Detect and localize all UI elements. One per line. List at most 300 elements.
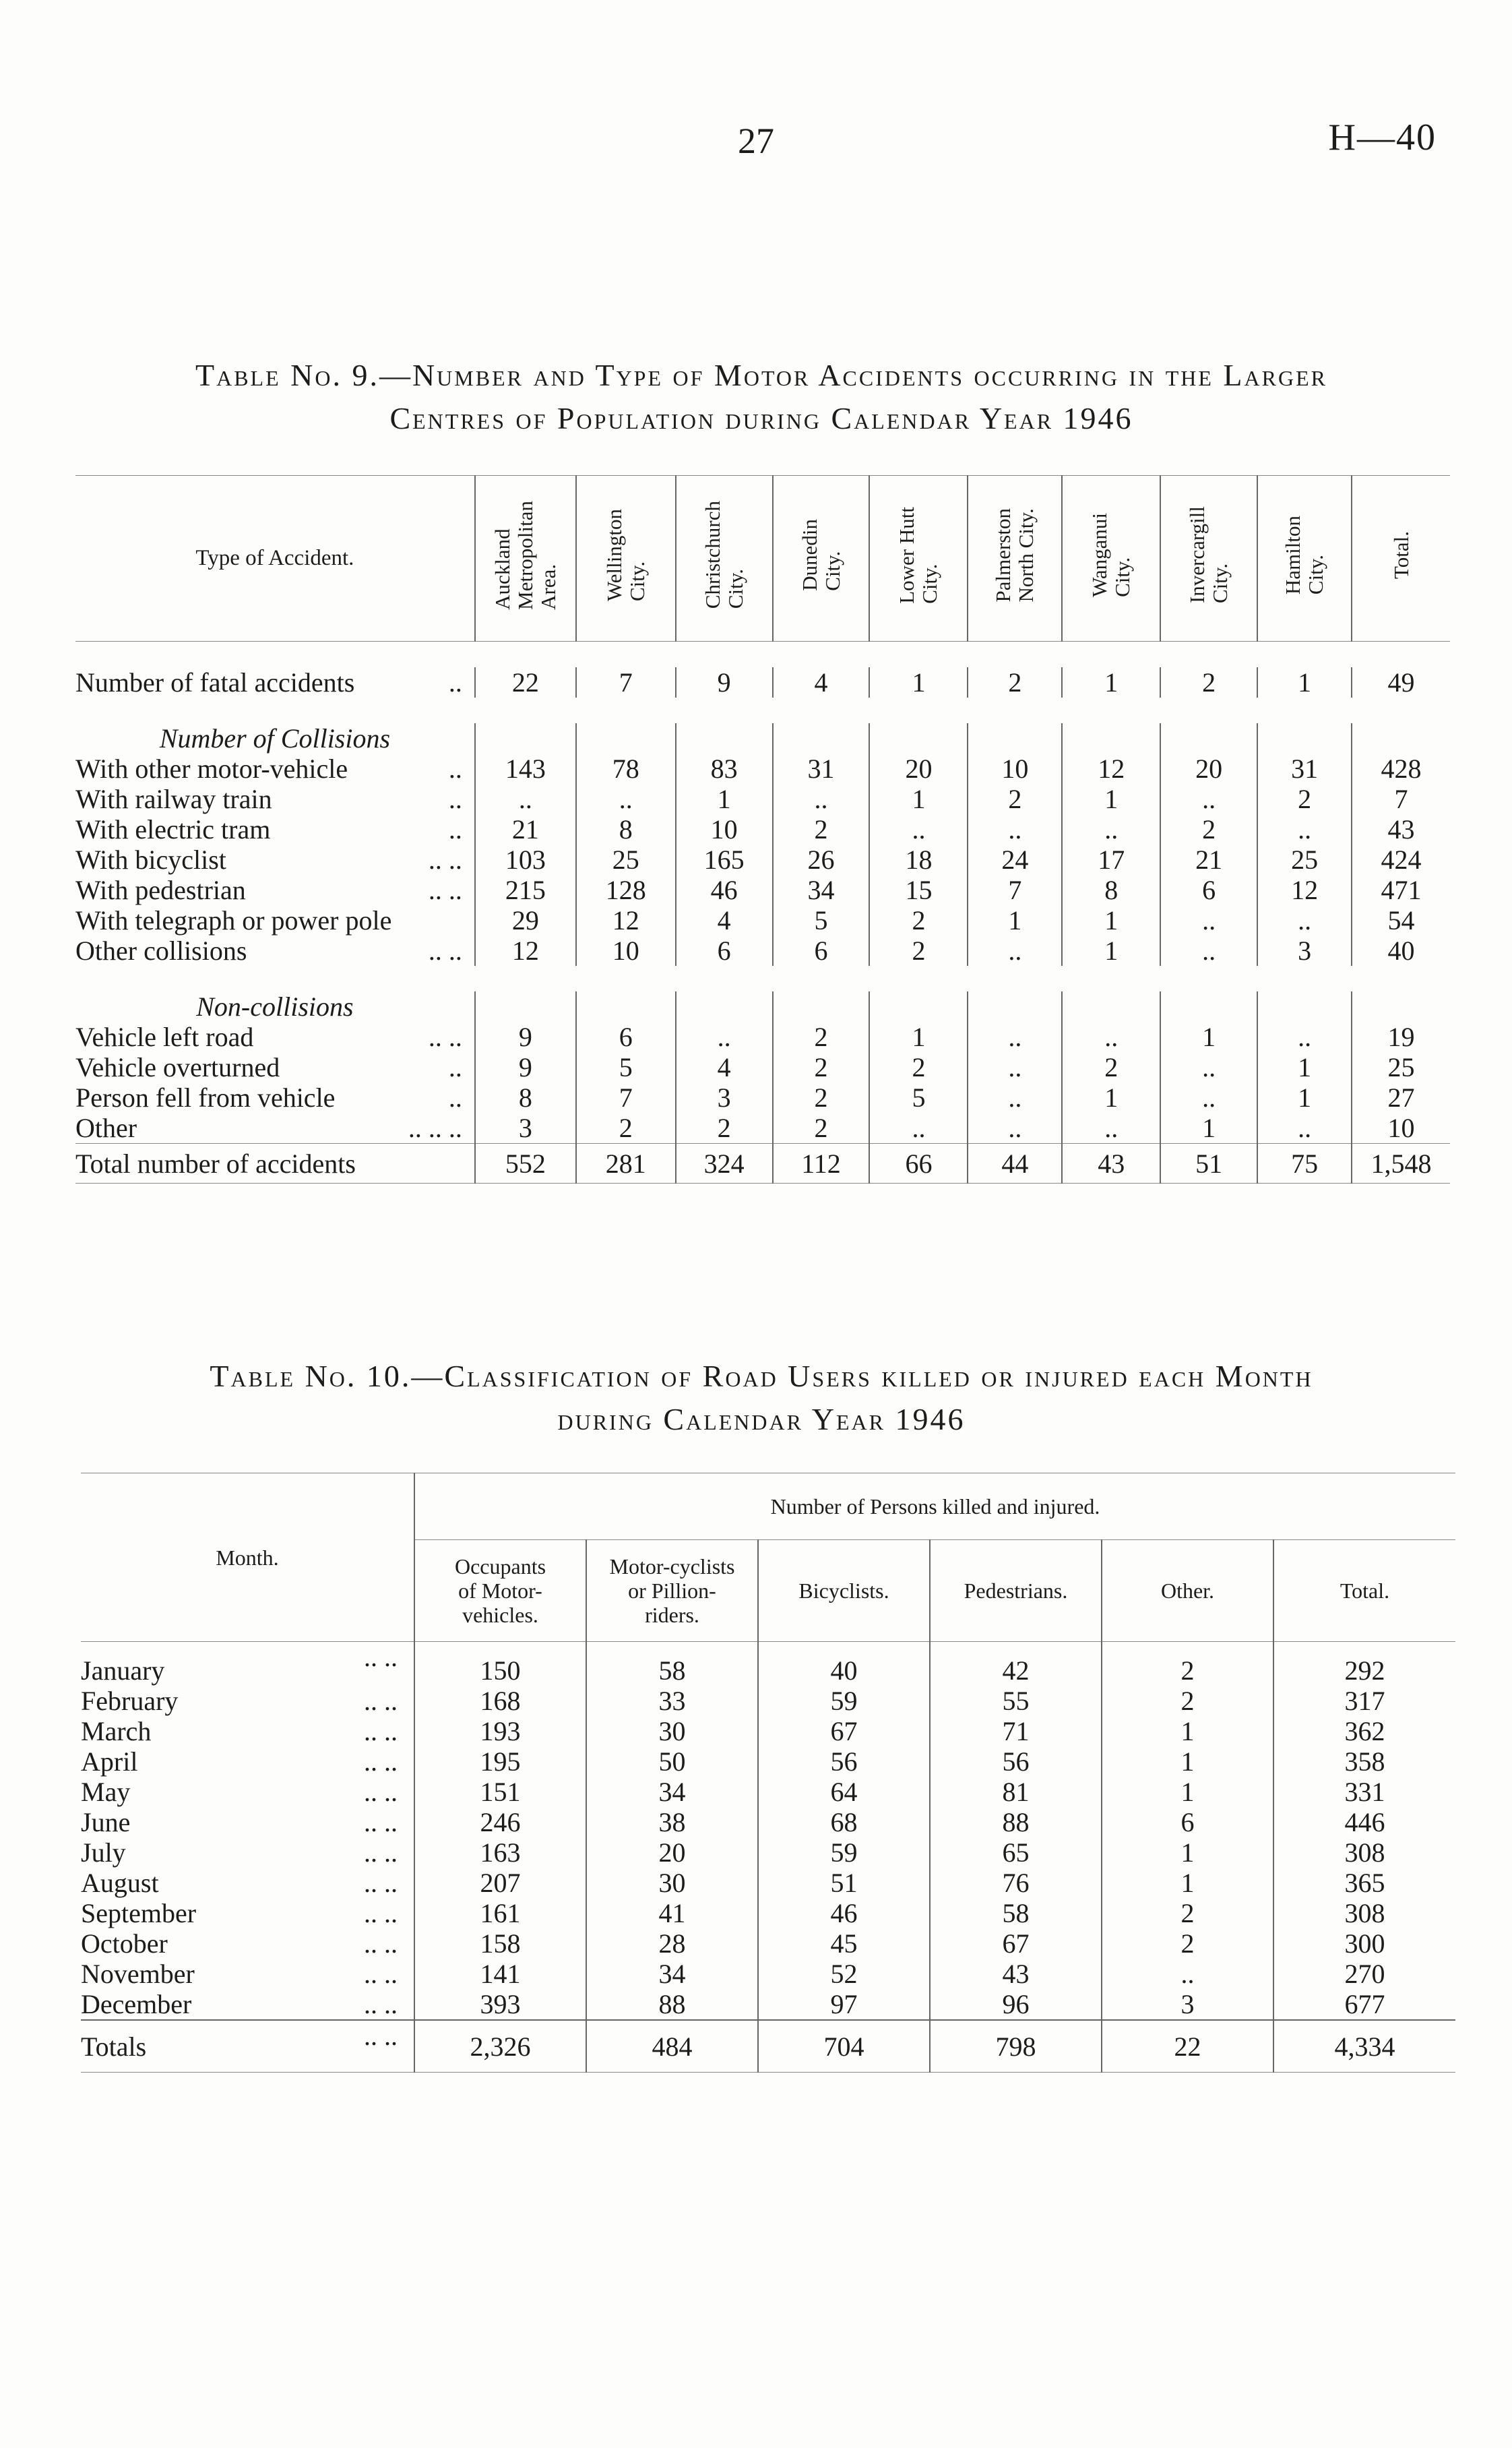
table9-cell: 2 xyxy=(773,1052,870,1082)
table10-cell: 193 xyxy=(414,1716,586,1746)
table10-cell: 2,326 xyxy=(414,2020,586,2073)
table9-cell: 281 xyxy=(576,1144,676,1184)
table9-cell: 5 xyxy=(576,1052,676,1082)
table9-cell: 75 xyxy=(1257,1144,1352,1184)
row-label xyxy=(75,814,475,845)
table9-cell: 43 xyxy=(1352,814,1450,845)
empty-cell xyxy=(475,723,576,754)
leader-dots: .. .. xyxy=(364,1746,398,1777)
table9-cell: 1 xyxy=(1062,784,1160,814)
leader-dots: .. .. xyxy=(364,1777,398,1807)
row-label xyxy=(75,875,475,905)
table10-cell: 362 xyxy=(1273,1716,1455,1746)
table10-col-header: Pedestrians. xyxy=(930,1540,1102,1642)
table10-cell: 161 xyxy=(414,1898,586,1928)
month-label xyxy=(81,1837,414,1868)
table9-cell: 7 xyxy=(576,667,676,698)
table9-col-header: Wellington City. xyxy=(602,509,649,601)
month-row xyxy=(81,1642,1455,1686)
empty-cell xyxy=(773,723,870,754)
empty-cell xyxy=(869,723,968,754)
table9-cell: 3 xyxy=(475,1113,576,1144)
month-label-text: October xyxy=(81,1928,168,1959)
table9-cell: 2 xyxy=(773,1082,870,1113)
table10-cell: 484 xyxy=(586,2020,758,2073)
month-row xyxy=(81,1868,1455,1898)
table9-cell: 10 xyxy=(1352,1113,1450,1144)
table10-cell: 1 xyxy=(1102,1837,1273,1868)
table9-cell: 12 xyxy=(1257,875,1352,905)
table9-cell: 1,548 xyxy=(1352,1144,1450,1184)
noncollisions-heading xyxy=(75,991,1450,1022)
table9-cell: 34 xyxy=(773,875,870,905)
table10-cell: 393 xyxy=(414,1989,586,2020)
month-label-text: May xyxy=(81,1777,131,1807)
table9-cell: 3 xyxy=(676,1082,773,1113)
empty-cell xyxy=(1257,991,1352,1022)
empty-cell xyxy=(1257,723,1352,754)
leader-dots: .. .. xyxy=(364,1989,398,2019)
table9-col-header: Lower Hutt City. xyxy=(895,506,942,604)
row-label xyxy=(75,754,475,784)
table10-cell: 358 xyxy=(1273,1746,1455,1777)
table9-body xyxy=(75,642,1450,1184)
table9-cell: 324 xyxy=(676,1144,773,1184)
empty-cell xyxy=(1352,723,1450,754)
table9-cell: 6 xyxy=(676,936,773,966)
table9-cell: 10 xyxy=(576,936,676,966)
table9-cell: 552 xyxy=(475,1144,576,1184)
table10-cell: 22 xyxy=(1102,2020,1273,2073)
table9-cell: .. xyxy=(968,1022,1062,1052)
table9-cell: 2 xyxy=(968,784,1062,814)
row-label xyxy=(75,845,475,875)
table10-cell: 2 xyxy=(1102,1686,1273,1716)
table10-col-header: Occupants of Motor- vehicles. xyxy=(414,1540,586,1642)
table9-cell: 31 xyxy=(1257,754,1352,784)
table10-cell: 30 xyxy=(586,1716,758,1746)
table9-cell: 26 xyxy=(773,845,870,875)
month-label-text: August xyxy=(81,1868,159,1898)
table9-cell: 21 xyxy=(475,814,576,845)
table9-cell: 54 xyxy=(1352,905,1450,936)
collision-row xyxy=(75,754,1450,784)
leader-dots: .. xyxy=(448,754,462,784)
table9-cell: 8 xyxy=(576,814,676,845)
table9-cell: 1 xyxy=(869,1022,968,1052)
month-row xyxy=(81,1837,1455,1868)
row-label-text: Number of fatal accidents xyxy=(75,667,355,698)
table9-cell: 27 xyxy=(1352,1082,1450,1113)
table10-cell: 151 xyxy=(414,1777,586,1807)
table9-cell: 25 xyxy=(1352,1052,1450,1082)
table10-cell: 56 xyxy=(758,1746,930,1777)
table10-cell: 96 xyxy=(930,1989,1102,2020)
month-label xyxy=(81,1716,414,1746)
table9-col-header: Christchurch City. xyxy=(700,501,747,609)
table9-cell: 18 xyxy=(869,845,968,875)
table10-cell: 308 xyxy=(1273,1837,1455,1868)
empty-cell xyxy=(1160,991,1257,1022)
leader-dots: .. .. xyxy=(364,1642,398,1672)
table9-cell: 2 xyxy=(1160,667,1257,698)
table10-cell: 67 xyxy=(930,1928,1102,1959)
table10-cell: 52 xyxy=(758,1959,930,1989)
table9-cell: 2 xyxy=(1257,784,1352,814)
month-label-text: June xyxy=(81,1807,131,1837)
table9-cell: 2 xyxy=(773,814,870,845)
table9-cell: 3 xyxy=(1257,936,1352,966)
row-label-text: With electric tram xyxy=(75,814,271,845)
table9-cell: .. xyxy=(968,1082,1062,1113)
table10-cell: 207 xyxy=(414,1868,586,1898)
empty-cell xyxy=(676,723,773,754)
month-label xyxy=(81,1898,414,1928)
leader-dots: .. .. xyxy=(364,1959,398,1989)
leader-dots: .. .. xyxy=(428,845,462,875)
month-label-text: April xyxy=(81,1746,138,1777)
row-label-text: With bicyclist xyxy=(75,845,226,875)
table9-cell: 1 xyxy=(1062,667,1160,698)
month-label xyxy=(81,1928,414,1959)
table10-cell: 46 xyxy=(758,1898,930,1928)
total-accidents-row xyxy=(75,1144,1450,1184)
table10-cell: 158 xyxy=(414,1928,586,1959)
table10-cell: 1 xyxy=(1102,1777,1273,1807)
row-label xyxy=(75,1022,475,1052)
table10-cell: 168 xyxy=(414,1686,586,1716)
empty-cell xyxy=(576,723,676,754)
totals-row xyxy=(81,2020,1455,2073)
month-label-text: January xyxy=(81,1655,165,1686)
leader-dots: .. .. xyxy=(428,875,462,905)
table9-cell: 7 xyxy=(1352,784,1450,814)
table9-cell: 471 xyxy=(1352,875,1450,905)
table10-cell: 246 xyxy=(414,1807,586,1837)
table10-cell: 58 xyxy=(930,1898,1102,1928)
table10-cell: 6 xyxy=(1102,1807,1273,1837)
noncollision-row xyxy=(75,1022,1450,1052)
table9-cell: 1 xyxy=(1257,1052,1352,1082)
table10-cell: 33 xyxy=(586,1686,758,1716)
table10-cell: 67 xyxy=(758,1716,930,1746)
table10-cell: 163 xyxy=(414,1837,586,1868)
collision-row xyxy=(75,784,1450,814)
table9-cell: 1 xyxy=(1160,1022,1257,1052)
table9-cell: 83 xyxy=(676,754,773,784)
month-label xyxy=(81,1807,414,1837)
table9-cell: 10 xyxy=(968,754,1062,784)
table9-col-header: Hamilton City. xyxy=(1281,515,1328,595)
table10-cell: 81 xyxy=(930,1777,1102,1807)
table9-cell: 21 xyxy=(1160,845,1257,875)
table9-cell: 22 xyxy=(475,667,576,698)
table9-cell: .. xyxy=(576,784,676,814)
row-label xyxy=(75,905,475,936)
month-label xyxy=(81,1989,414,2020)
table10-cell: 38 xyxy=(586,1807,758,1837)
empty-cell xyxy=(1352,991,1450,1022)
table9-cell: 215 xyxy=(475,875,576,905)
table9-cell: .. xyxy=(1160,1052,1257,1082)
table9-cell: 17 xyxy=(1062,845,1160,875)
table10-cell: 55 xyxy=(930,1686,1102,1716)
table9-cell: 29 xyxy=(475,905,576,936)
table9-cell: 2 xyxy=(676,1113,773,1144)
table9-cell: 2 xyxy=(968,667,1062,698)
table10-cell: 20 xyxy=(586,1837,758,1868)
table9-cell: 19 xyxy=(1352,1022,1450,1052)
table9-cell: 25 xyxy=(576,845,676,875)
table9-cell: 2 xyxy=(869,905,968,936)
leader-dots: .. .. xyxy=(364,1807,398,1837)
empty-cell xyxy=(475,991,576,1022)
table9-cell: 10 xyxy=(676,814,773,845)
month-label xyxy=(81,1746,414,1777)
leader-dots: .. .. xyxy=(364,1898,398,1928)
collisions-heading-text: Number of Collisions xyxy=(159,723,391,754)
table9-cell: 1 xyxy=(1257,667,1352,698)
table9-header-row xyxy=(75,476,1450,642)
leader-dots: .. .. .. xyxy=(408,1113,462,1143)
table10-cell: 195 xyxy=(414,1746,586,1777)
table10-caption xyxy=(74,1355,1449,1441)
table9-cell: 143 xyxy=(475,754,576,784)
row-label-text: Other collisions xyxy=(75,936,247,966)
month-label-text: December xyxy=(81,1989,192,2019)
table9-cell: 78 xyxy=(576,754,676,784)
table10-cell: 300 xyxy=(1273,1928,1455,1959)
table9-cell: 2 xyxy=(869,1052,968,1082)
row-label xyxy=(75,1082,475,1113)
table9-col-header: Total. xyxy=(1389,530,1413,579)
table9-cell: 7 xyxy=(576,1082,676,1113)
table10-cell: 51 xyxy=(758,1868,930,1898)
empty-cell xyxy=(968,723,1062,754)
table10-cell: 798 xyxy=(930,2020,1102,2073)
month-label xyxy=(81,1777,414,1807)
table10-cell: 41 xyxy=(586,1898,758,1928)
table9-cell: .. xyxy=(968,1113,1062,1144)
table10-cell: 365 xyxy=(1273,1868,1455,1898)
collision-row xyxy=(75,905,1450,936)
month-row xyxy=(81,1807,1455,1837)
table9-cell: 1 xyxy=(869,784,968,814)
table10-cell: 2 xyxy=(1102,1928,1273,1959)
empty-cell xyxy=(968,991,1062,1022)
table9-cell: .. xyxy=(1160,784,1257,814)
table9-cell: 4 xyxy=(676,905,773,936)
table10-col-header: Bicyclists. xyxy=(758,1540,930,1642)
table10-cell: 88 xyxy=(586,1989,758,2020)
table9-cell: 24 xyxy=(968,845,1062,875)
table9-cell: .. xyxy=(968,814,1062,845)
table9-cell: 5 xyxy=(773,905,870,936)
table9-cell: 44 xyxy=(968,1144,1062,1184)
document-reference: H—40 xyxy=(1328,117,1437,158)
leader-dots: .. .. xyxy=(364,1686,398,1716)
table9-col-header: Dunedin City. xyxy=(797,519,844,591)
table10-cell: 292 xyxy=(1273,1642,1455,1686)
table9-cell: 66 xyxy=(869,1144,968,1184)
table9-cell: 1 xyxy=(1062,936,1160,966)
row-label-text: With telegraph or power pole xyxy=(75,905,392,936)
table10-col-header: Motor-cyclists or Pillion- riders. xyxy=(586,1540,758,1642)
empty-cell xyxy=(773,991,870,1022)
table10-cell: 34 xyxy=(586,1959,758,1989)
leader-dots: .. .. xyxy=(364,1837,398,1868)
table9-cell: 2 xyxy=(773,1113,870,1144)
table9-cell: .. xyxy=(968,1052,1062,1082)
collision-row xyxy=(75,845,1450,875)
table9-cell: 12 xyxy=(576,905,676,936)
table10-cell: 3 xyxy=(1102,1989,1273,2020)
table9-cell: .. xyxy=(869,1113,968,1144)
table9-cell: .. xyxy=(773,784,870,814)
table9-cell: 1 xyxy=(968,905,1062,936)
table9-cell: 1 xyxy=(1160,1113,1257,1144)
leader-dots: .. .. xyxy=(364,1928,398,1959)
leader-dots: .. .. xyxy=(364,1868,398,1898)
table10-cell: 4,334 xyxy=(1273,2020,1455,2073)
table10 xyxy=(81,1473,1455,2073)
table9-cell: .. xyxy=(1257,814,1352,845)
month-row xyxy=(81,1959,1455,1989)
leader-dots: .. .. xyxy=(428,1022,462,1052)
table10-group-header: Number of Persons killed and injured. xyxy=(414,1473,1455,1540)
table9-cell: .. xyxy=(1062,1113,1160,1144)
month-label-text: February xyxy=(81,1686,179,1716)
noncollision-row xyxy=(75,1082,1450,1113)
collision-row xyxy=(75,936,1450,966)
collision-row xyxy=(75,814,1450,845)
month-row xyxy=(81,1898,1455,1928)
month-label xyxy=(81,1868,414,1898)
month-row xyxy=(81,1777,1455,1807)
noncollision-row xyxy=(75,1052,1450,1082)
table9-cell: .. xyxy=(1257,1113,1352,1144)
fatal-accidents-row xyxy=(75,667,1450,698)
table9-cell: .. xyxy=(1257,905,1352,936)
table9-cell: .. xyxy=(869,814,968,845)
table9-cell: 4 xyxy=(773,667,870,698)
month-label-text: September xyxy=(81,1898,197,1928)
spacer-row xyxy=(75,642,1450,668)
month-label xyxy=(81,1642,414,1686)
table10-cell: 71 xyxy=(930,1716,1102,1746)
table10-body xyxy=(81,1642,1455,2073)
month-row xyxy=(81,1716,1455,1746)
table10-cell: 308 xyxy=(1273,1898,1455,1928)
empty-cell xyxy=(1062,723,1160,754)
table9-cell: 8 xyxy=(475,1082,576,1113)
table10-caption-line1: Table No. 10.—Classification of Road Users killed or injured each Month xyxy=(210,1359,1313,1393)
collision-row xyxy=(75,875,1450,905)
table10-col-header: Other. xyxy=(1102,1540,1273,1642)
table10-cell: 1 xyxy=(1102,1868,1273,1898)
table9-type-header: Type of Accident. xyxy=(75,476,475,642)
table10-cell: 76 xyxy=(930,1868,1102,1898)
table9-cell: 1 xyxy=(676,784,773,814)
table9-cell: 2 xyxy=(576,1113,676,1144)
table9-cell: 20 xyxy=(1160,754,1257,784)
row-label-text: Person fell from vehicle xyxy=(75,1082,336,1113)
table10-cell: 30 xyxy=(586,1868,758,1898)
table9-cell: .. xyxy=(968,936,1062,966)
table9-caption-line2: Centres of Population during Calendar Year 1946 xyxy=(389,401,1133,435)
empty-cell xyxy=(676,991,773,1022)
empty-cell xyxy=(869,991,968,1022)
table10-cell: 42 xyxy=(930,1642,1102,1686)
leader-dots: .. xyxy=(448,784,462,814)
table10-cell: 45 xyxy=(758,1928,930,1959)
table9-cell: 2 xyxy=(1160,814,1257,845)
table9-cell: .. xyxy=(1160,1082,1257,1113)
row-label-text: Other xyxy=(75,1113,137,1143)
leader-dots: .. xyxy=(448,667,462,698)
table9-cell: 20 xyxy=(869,754,968,784)
table9-cell: 6 xyxy=(773,936,870,966)
empty-cell xyxy=(1062,991,1160,1022)
table9-cell: 2 xyxy=(869,936,968,966)
row-label xyxy=(75,784,475,814)
table9-cell: 1 xyxy=(869,667,968,698)
table9-cell: 112 xyxy=(773,1144,870,1184)
table9-cell: 4 xyxy=(676,1052,773,1082)
table10-col-header: Total. xyxy=(1273,1540,1455,1642)
table10-cell: 331 xyxy=(1273,1777,1455,1807)
table9-cell: .. xyxy=(1160,905,1257,936)
table9 xyxy=(75,475,1450,1184)
table9-cell: .. xyxy=(1257,1022,1352,1052)
month-row xyxy=(81,1928,1455,1959)
table10-cell: 59 xyxy=(758,1686,930,1716)
row-label-text: Vehicle overturned xyxy=(75,1052,280,1082)
table10-cell: 1 xyxy=(1102,1746,1273,1777)
row-label-text: Total number of accidents xyxy=(75,1148,356,1179)
row-label xyxy=(75,1052,475,1082)
table9-cell: 2 xyxy=(1062,1052,1160,1082)
table9-cell: 8 xyxy=(1062,875,1160,905)
table9-cell: 6 xyxy=(576,1022,676,1052)
table9-cell: 9 xyxy=(475,1052,576,1082)
month-label-text: Totals xyxy=(81,2031,147,2062)
table10-cell: 677 xyxy=(1273,1989,1455,2020)
table9-cell: 25 xyxy=(1257,845,1352,875)
month-label-text: November xyxy=(81,1959,195,1989)
table9-caption xyxy=(74,354,1449,440)
month-row xyxy=(81,1746,1455,1777)
table10-cell: 1 xyxy=(1102,1716,1273,1746)
page-number: 27 xyxy=(738,121,774,161)
table10-cell: .. xyxy=(1102,1959,1273,1989)
row-label-text: Vehicle left road xyxy=(75,1022,254,1052)
row-label-text: With railway train xyxy=(75,784,272,814)
table9-cell: 9 xyxy=(676,667,773,698)
table9-cell: 7 xyxy=(968,875,1062,905)
leader-dots: .. xyxy=(448,1052,462,1082)
table9-col-header: Wanganui City. xyxy=(1088,513,1135,597)
collisions-heading xyxy=(75,723,1450,754)
table10-cell: 97 xyxy=(758,1989,930,2020)
table9-caption-line1: Table No. 9.—Number and Type of Motor Accidents occurring in the Larger xyxy=(195,358,1327,392)
table9-cell: 46 xyxy=(676,875,773,905)
table10-cell: 40 xyxy=(758,1642,930,1686)
table9-cell: 2 xyxy=(773,1022,870,1052)
row-label-text: With pedestrian xyxy=(75,875,246,905)
table10-month-header: Month. xyxy=(81,1473,414,1642)
table9-col-header: Palmerston North City. xyxy=(991,508,1038,603)
